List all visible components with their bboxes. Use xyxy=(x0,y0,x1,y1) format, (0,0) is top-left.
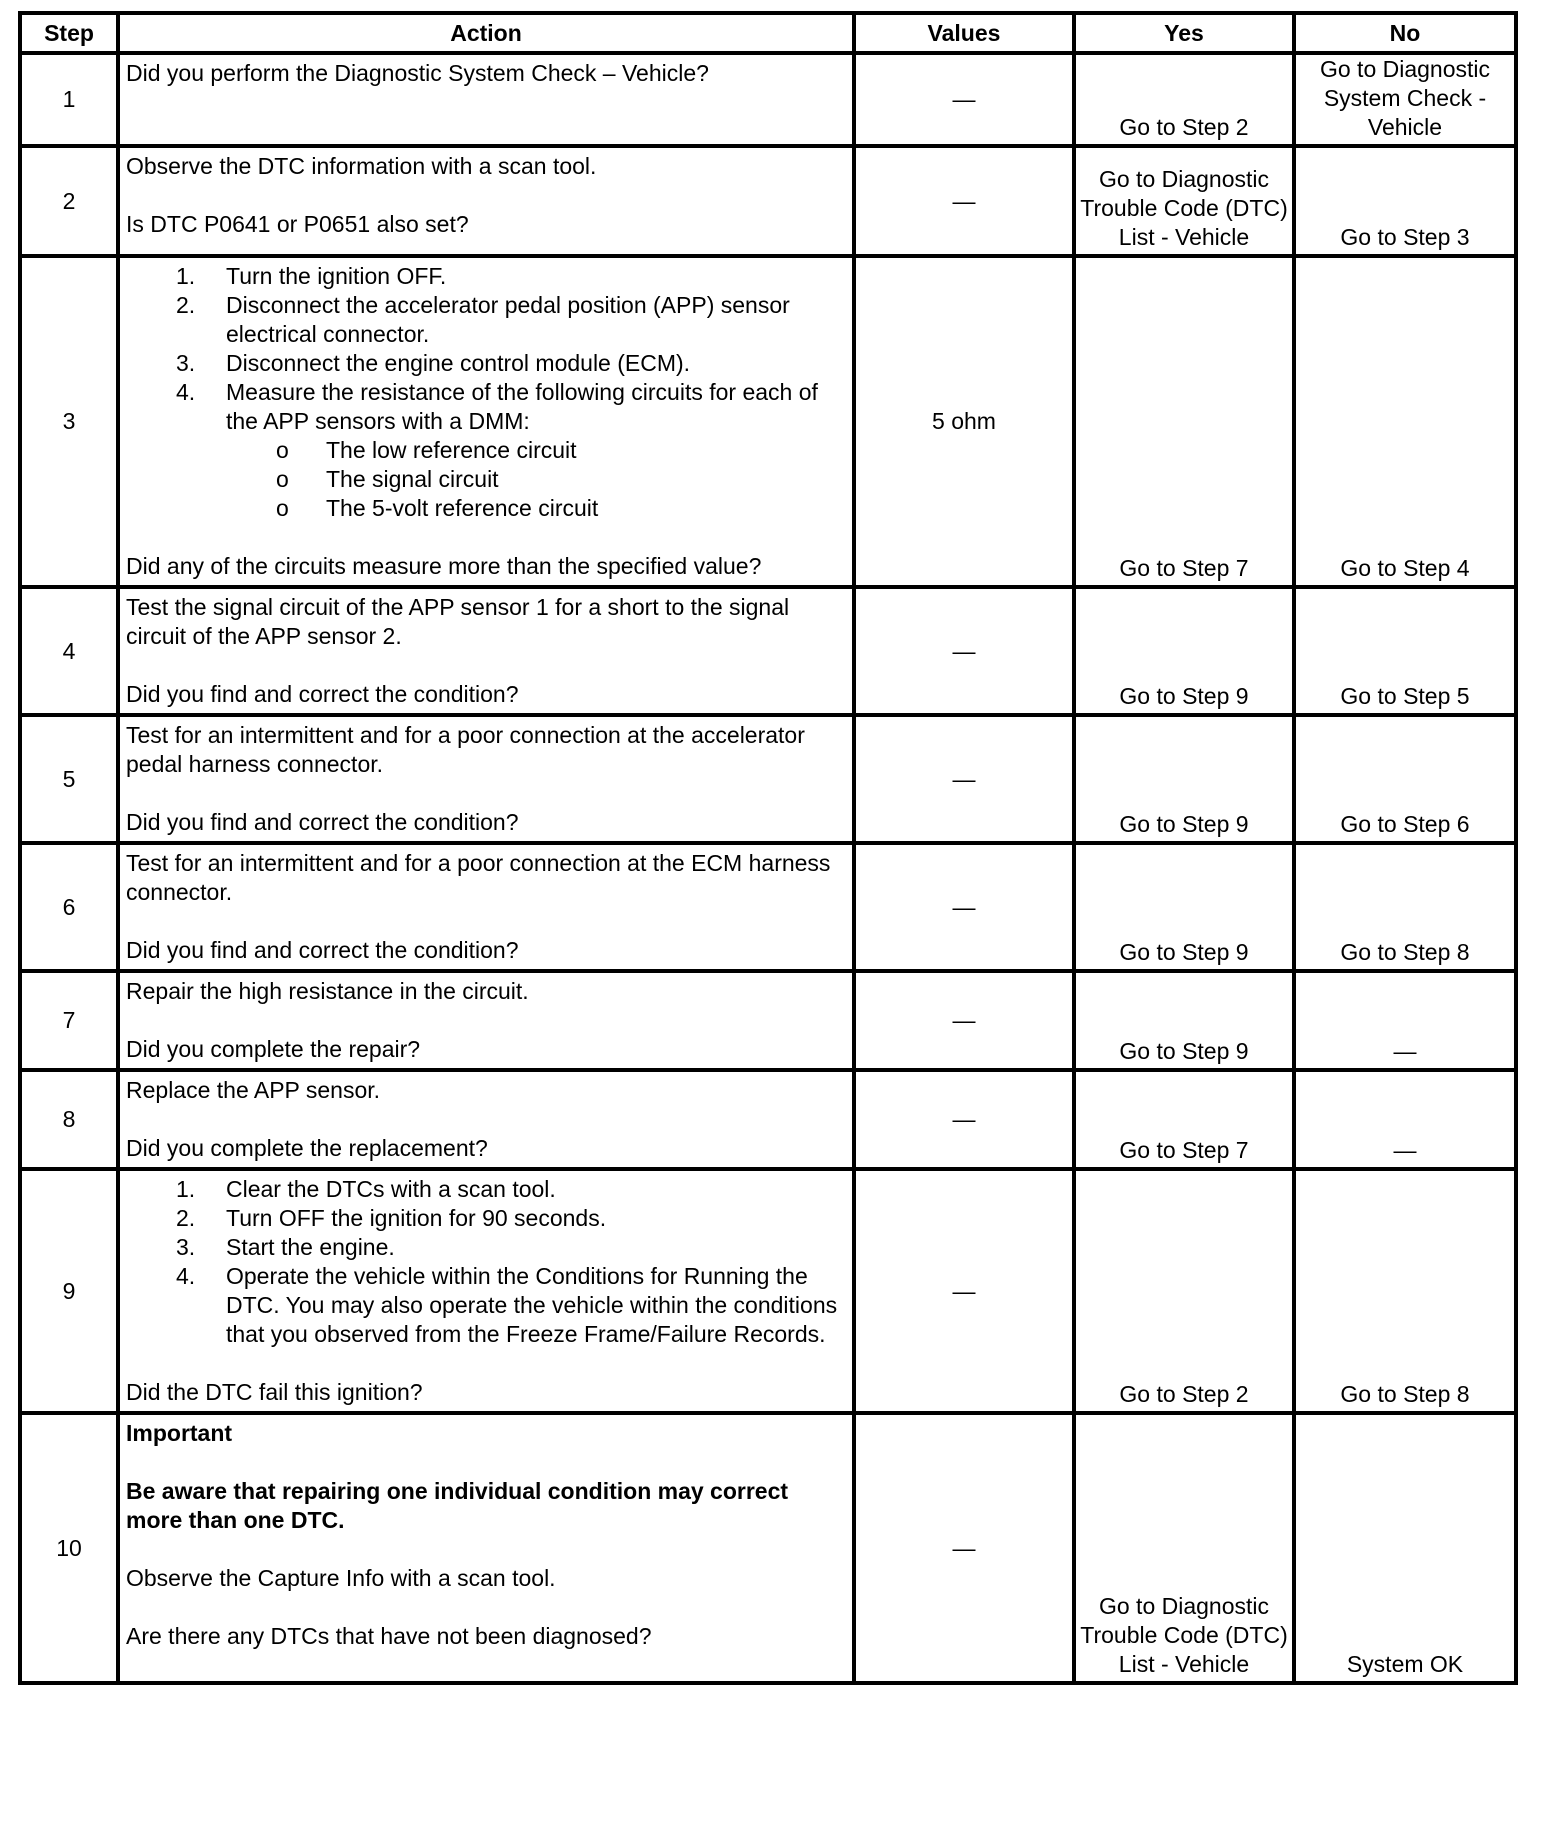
action-question: Did you find and correct the condition? xyxy=(126,937,519,963)
step-number: 2 xyxy=(20,146,118,256)
action-question: Did any of the circuits measure more than the specified value? xyxy=(126,553,762,579)
list-item: 3. Disconnect the engine control module (ECM). xyxy=(176,350,691,376)
list-item: 2. Turn OFF the ignition for 90 seconds. xyxy=(176,1205,607,1231)
yes-cell: Go to Step 9 xyxy=(1074,587,1294,715)
table-row xyxy=(20,715,1516,843)
step-number: 10 xyxy=(20,1413,118,1683)
step-number: 4 xyxy=(20,587,118,715)
list-item: 1. Clear the DTCs with a scan tool. xyxy=(176,1176,556,1202)
table-row xyxy=(20,146,1516,256)
action-text: Observe the Capture Info with a scan tool. xyxy=(126,1565,556,1591)
action-text: Test for an intermittent and for a poor connection at the accelerator pedal harness connector. xyxy=(126,722,805,777)
action-text: Test the signal circuit of the APP sensor 1 for a short to the signal circuit of the APP sensor 2. xyxy=(126,594,790,649)
yes-cell: Go to Step 9 xyxy=(1074,715,1294,843)
action-cell xyxy=(118,256,854,587)
action-text: Test for an intermittent and for a poor connection at the ECM harness connector. xyxy=(126,850,831,905)
step-number: 8 xyxy=(20,1070,118,1169)
table-row xyxy=(20,53,1516,146)
action-question: Did you find and correct the condition? xyxy=(126,809,519,835)
action-text: Observe the DTC information with a scan tool. xyxy=(126,153,597,179)
important-heading: Important xyxy=(126,1420,233,1446)
action-question: Are there any DTCs that have not been diagnosed? xyxy=(126,1623,652,1649)
table-row xyxy=(20,1413,1516,1683)
list-item: 1. Turn the ignition OFF. xyxy=(176,263,447,289)
no-cell: — xyxy=(1294,971,1516,1070)
action-cell xyxy=(118,146,854,256)
important-notice: Be aware that repairing one individual condition may correct more than one DTC. xyxy=(126,1478,789,1533)
no-cell: Go to Diagnostic System Check - Vehicle xyxy=(1294,53,1516,146)
step-number: 1 xyxy=(20,53,118,146)
action-text: Replace the APP sensor. xyxy=(126,1077,381,1103)
action-cell xyxy=(118,1413,854,1683)
yes-cell: Go to Step 7 xyxy=(1074,256,1294,587)
sub-list-item: o The low reference circuit xyxy=(276,437,577,463)
values-cell: — xyxy=(854,971,1074,1070)
action-cell xyxy=(118,1169,854,1413)
values-cell: — xyxy=(854,146,1074,256)
values-cell: — xyxy=(854,1169,1074,1413)
action-cell xyxy=(118,715,854,843)
table-row xyxy=(20,587,1516,715)
list-item: 3. Start the engine. xyxy=(176,1234,395,1260)
values-cell: — xyxy=(854,587,1074,715)
action-question: Did you complete the replacement? xyxy=(126,1135,488,1161)
no-cell: Go to Step 3 xyxy=(1294,146,1516,256)
header-no: No xyxy=(1294,13,1516,53)
header-row xyxy=(20,13,1516,53)
step-number: 7 xyxy=(20,971,118,1070)
action-question: Is DTC P0641 or P0651 also set? xyxy=(126,211,469,237)
procedure-list xyxy=(126,262,846,523)
header-step: Step xyxy=(20,13,118,53)
action-cell xyxy=(118,587,854,715)
action-question: Did you perform the Diagnostic System Check – Vehicle? xyxy=(126,60,709,86)
action-text: Repair the high resistance in the circuit. xyxy=(126,978,529,1004)
step-number: 5 xyxy=(20,715,118,843)
yes-cell: Go to Step 9 xyxy=(1074,843,1294,971)
list-item: 2. Disconnect the accelerator pedal position (APP) sensor electrical connector. xyxy=(176,292,790,347)
diagnostic-table xyxy=(18,11,1518,1685)
sub-list-item: o The signal circuit xyxy=(276,466,499,492)
header-values: Values xyxy=(854,13,1074,53)
yes-cell: Go to Step 7 xyxy=(1074,1070,1294,1169)
step-number: 3 xyxy=(20,256,118,587)
table-row xyxy=(20,256,1516,587)
no-cell: Go to Step 6 xyxy=(1294,715,1516,843)
table-row xyxy=(20,1070,1516,1169)
action-cell xyxy=(118,843,854,971)
action-cell xyxy=(118,971,854,1070)
no-cell: Go to Step 5 xyxy=(1294,587,1516,715)
no-cell: System OK xyxy=(1294,1413,1516,1683)
values-cell: 5 ohm xyxy=(854,256,1074,587)
action-question: Did the DTC fail this ignition? xyxy=(126,1379,423,1405)
values-cell: — xyxy=(854,1413,1074,1683)
action-cell xyxy=(118,1070,854,1169)
action-question: Did you find and correct the condition? xyxy=(126,681,519,707)
no-cell: Go to Step 8 xyxy=(1294,1169,1516,1413)
values-cell: — xyxy=(854,715,1074,843)
values-cell: — xyxy=(854,1070,1074,1169)
yes-cell: Go to Step 9 xyxy=(1074,971,1294,1070)
no-cell: — xyxy=(1294,1070,1516,1169)
yes-cell: Go to Diagnostic Trouble Code (DTC) List - Vehicle xyxy=(1074,1413,1294,1683)
yes-cell: Go to Step 2 xyxy=(1074,1169,1294,1413)
step-number: 9 xyxy=(20,1169,118,1413)
values-cell: — xyxy=(854,843,1074,971)
table-row xyxy=(20,971,1516,1070)
yes-cell: Go to Diagnostic Trouble Code (DTC) List - Vehicle xyxy=(1074,146,1294,256)
yes-cell: Go to Step 2 xyxy=(1074,53,1294,146)
list-item: 4. Measure the resistance of the following circuits for each of the APP sensors with a DMM: o The low reference circuit o The signal circuit o The 5-volt reference circuit xyxy=(226,378,846,523)
circuit-sublist xyxy=(226,436,846,523)
header-yes: Yes xyxy=(1074,13,1294,53)
action-cell xyxy=(118,53,854,146)
header-action: Action xyxy=(118,13,854,53)
sub-list-item: o The 5-volt reference circuit xyxy=(276,495,599,521)
step-number: 6 xyxy=(20,843,118,971)
no-cell: Go to Step 4 xyxy=(1294,256,1516,587)
action-question: Did you complete the repair? xyxy=(126,1036,421,1062)
procedure-list xyxy=(126,1175,846,1349)
table-row xyxy=(20,1169,1516,1413)
table-row xyxy=(20,843,1516,971)
no-cell: Go to Step 8 xyxy=(1294,843,1516,971)
values-cell: — xyxy=(854,53,1074,146)
list-item: 4. Operate the vehicle within the Conditions for Running the DTC. You may also operate the vehicle within the conditions that you observed from the Freeze Frame/Failure Records. xyxy=(176,1263,838,1347)
